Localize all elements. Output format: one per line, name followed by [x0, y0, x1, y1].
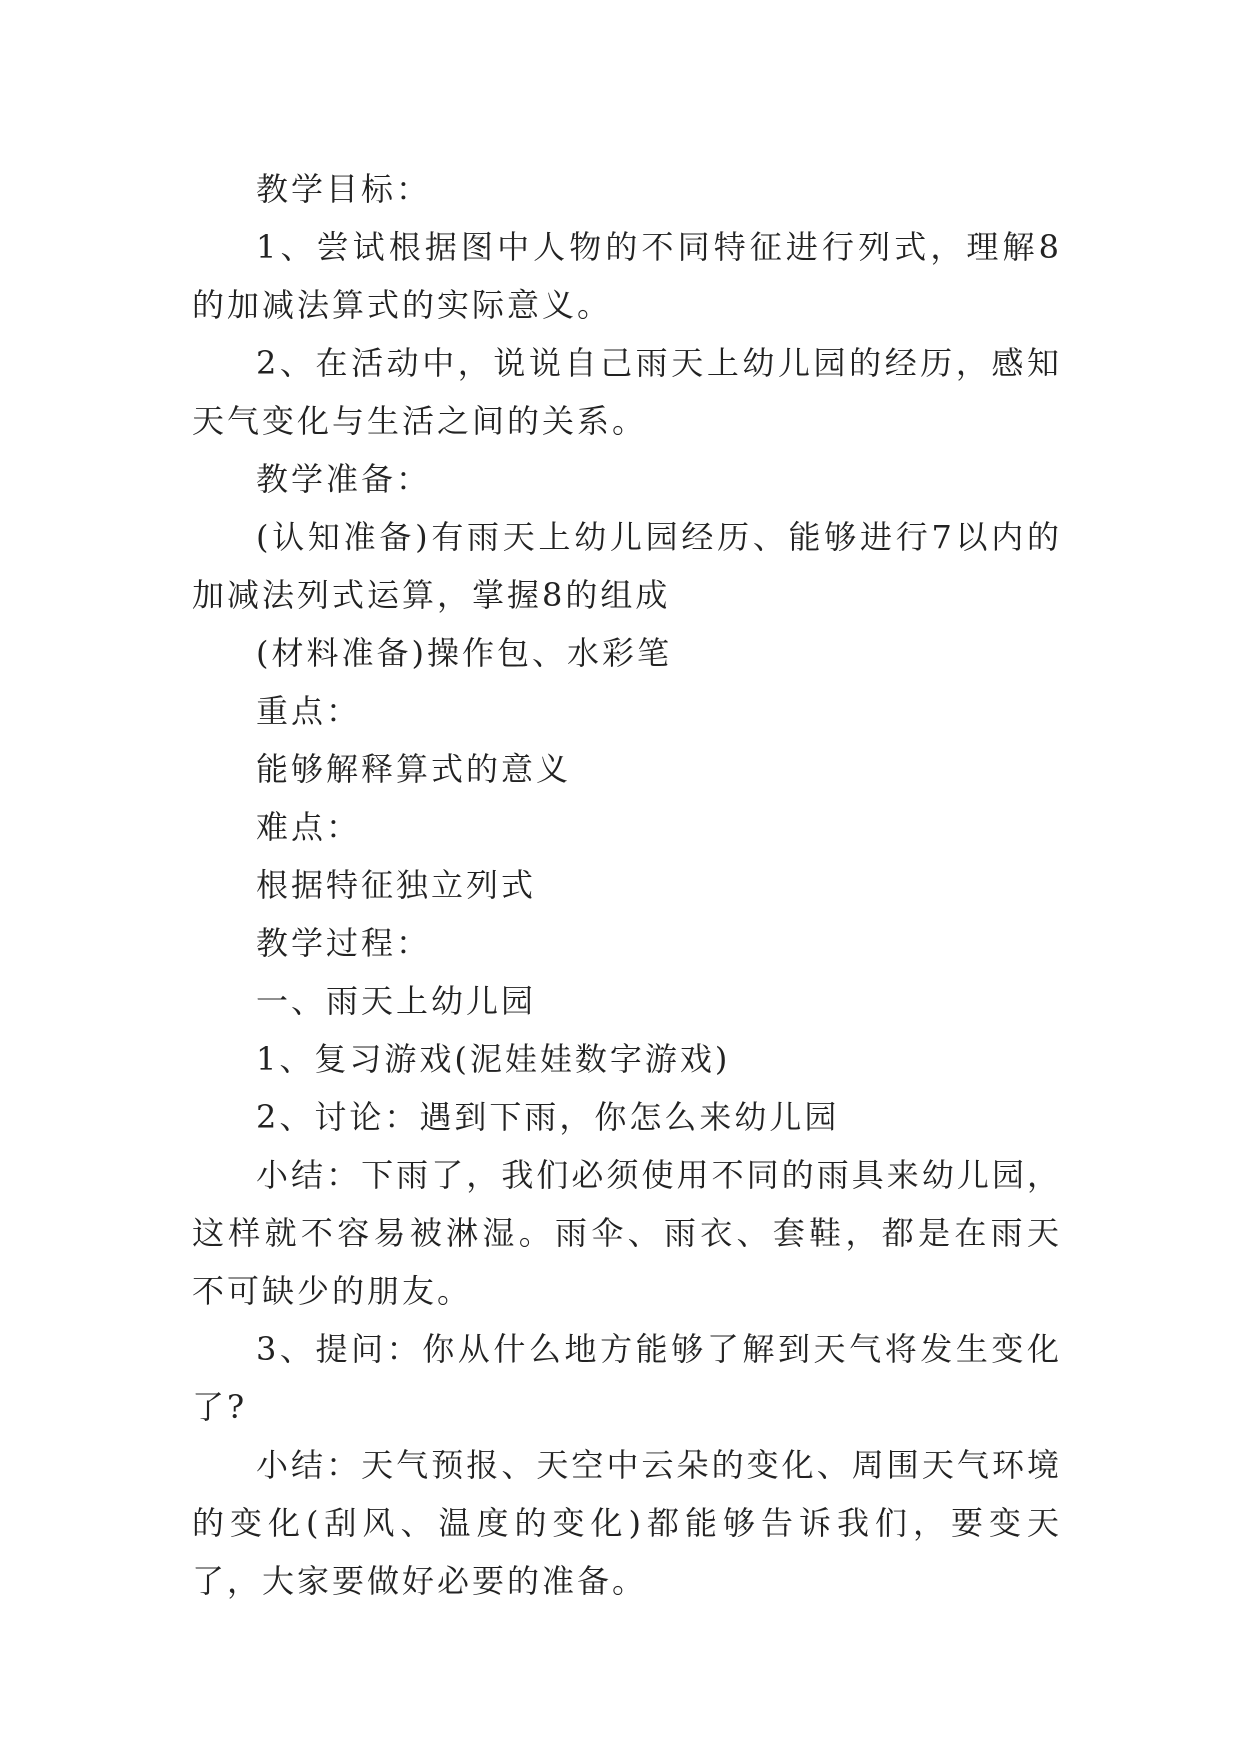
section-heading-process: 教学过程： [256, 924, 432, 962]
key-point-text: 能够解释算式的意义 [256, 750, 572, 788]
difficulty-text: 根据特征独立列式 [256, 866, 537, 904]
objective-item-1: 1、尝试根据图中人物的不同特征进行列式，理解8的加减法算式的实际意义。 [192, 228, 1062, 324]
document-body [192, 160, 1062, 1610]
process-step-1: 1、复习游戏(泥娃娃数字游戏) [256, 1040, 731, 1078]
objective-item-2: 2、在活动中，说说自己雨天上幼儿园的经历，感知天气变化与生活之间的关系。 [192, 344, 1062, 440]
section-heading-difficulty: 难点： [256, 808, 362, 846]
section-heading-objectives: 教学目标： [256, 170, 432, 208]
process-step-3: 3、提问：你从什么地方能够了解到天气将发生变化了? [192, 1330, 1062, 1426]
process-part-1-heading: 一、雨天上幼儿园 [256, 982, 537, 1020]
summary-2: 小结：天气预报、天空中云朵的变化、周围天气环境的变化(刮风、温度的变化)都能够告诉我们，要变天了，大家要做好必要的准备。 [192, 1446, 1062, 1600]
process-step-2: 2、讨论：遇到下雨，你怎么来幼儿园 [256, 1098, 840, 1136]
section-heading-key-point: 重点： [256, 692, 362, 730]
preparation-materials: (材料准备)操作包、水彩笔 [256, 634, 672, 672]
section-heading-preparation: 教学准备： [256, 460, 432, 498]
summary-1: 小结：下雨了，我们必须使用不同的雨具来幼儿园，这样就不容易被淋湿。雨伞、雨衣、套鞋，都是在雨天不可缺少的朋友。 [192, 1156, 1062, 1310]
preparation-cognitive: (认知准备)有雨天上幼儿园经历、能够进行7以内的加减法列式运算，掌握8的组成 [192, 518, 1062, 614]
